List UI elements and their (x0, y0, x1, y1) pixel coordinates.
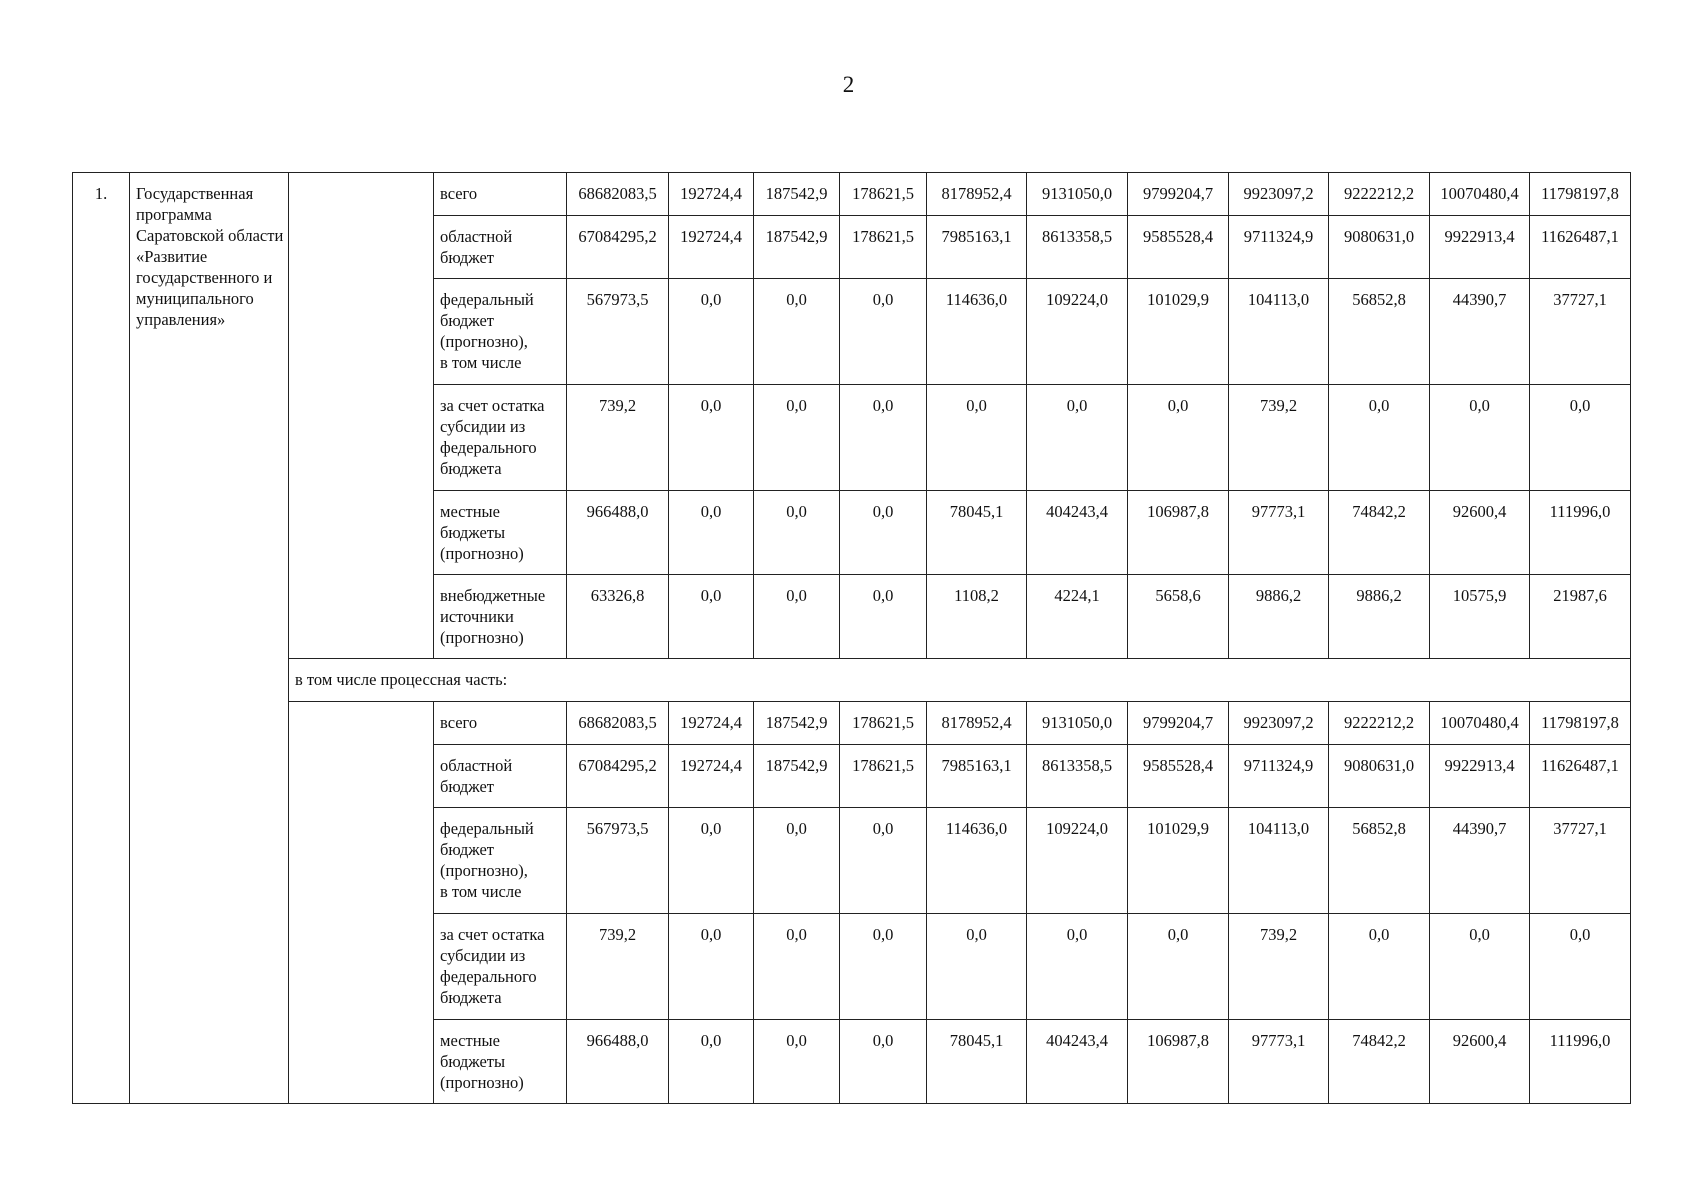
value-cell: 0,0 (1329, 914, 1430, 1020)
empty-cell (289, 173, 434, 659)
value-cell: 0,0 (669, 385, 754, 491)
value-cell: 97773,1 (1229, 1020, 1329, 1104)
value-cell: 0,0 (840, 385, 927, 491)
category-cell: областной бюджет (434, 216, 567, 279)
table-row (73, 659, 1631, 702)
value-cell: 567973,5 (567, 808, 669, 914)
value-cell: 9222212,2 (1329, 702, 1430, 745)
value-cell: 187542,9 (754, 216, 840, 279)
value-cell: 9222212,2 (1329, 173, 1430, 216)
value-cell: 187542,9 (754, 702, 840, 745)
value-cell: 0,0 (1128, 914, 1229, 1020)
value-cell: 67084295,2 (567, 745, 669, 808)
value-cell: 56852,8 (1329, 808, 1430, 914)
category-cell: всего (434, 173, 567, 216)
value-cell: 567973,5 (567, 279, 669, 385)
value-cell: 0,0 (754, 385, 840, 491)
section-label: в том числе процессная часть: (289, 659, 1631, 702)
value-cell: 68682083,5 (567, 173, 669, 216)
value-cell: 114636,0 (927, 808, 1027, 914)
value-cell: 9922913,4 (1430, 745, 1530, 808)
value-cell: 0,0 (669, 575, 754, 659)
value-cell: 44390,7 (1430, 808, 1530, 914)
value-cell: 11798197,8 (1530, 173, 1631, 216)
value-cell: 7985163,1 (927, 745, 1027, 808)
category-cell: внебюджетные источники (прогнозно) (434, 575, 567, 659)
value-cell: 0,0 (669, 279, 754, 385)
value-cell: 0,0 (927, 385, 1027, 491)
value-cell: 739,2 (567, 914, 669, 1020)
program-name-cell: Государственная программа Саратовской области «Развитие государственного и муниципального управления» (130, 173, 289, 1104)
value-cell: 56852,8 (1329, 279, 1430, 385)
value-cell: 106987,8 (1128, 491, 1229, 575)
value-cell: 101029,9 (1128, 279, 1229, 385)
value-cell: 192724,4 (669, 216, 754, 279)
row-index-cell: 1. (73, 173, 130, 1104)
value-cell: 178621,5 (840, 216, 927, 279)
category-cell: за счет остатка субсидии из федерального бюджета (434, 385, 567, 491)
value-cell: 9585528,4 (1128, 745, 1229, 808)
value-cell: 0,0 (754, 491, 840, 575)
value-cell: 9711324,9 (1229, 216, 1329, 279)
value-cell: 404243,4 (1027, 1020, 1128, 1104)
value-cell: 63326,8 (567, 575, 669, 659)
value-cell: 101029,9 (1128, 808, 1229, 914)
value-cell: 9922913,4 (1430, 216, 1530, 279)
value-cell: 0,0 (1530, 914, 1631, 1020)
value-cell: 44390,7 (1430, 279, 1530, 385)
value-cell: 0,0 (754, 808, 840, 914)
value-cell: 0,0 (840, 279, 927, 385)
table-row (73, 173, 1631, 216)
value-cell: 0,0 (754, 914, 840, 1020)
value-cell: 0,0 (1530, 385, 1631, 491)
value-cell: 9886,2 (1329, 575, 1430, 659)
value-cell: 192724,4 (669, 702, 754, 745)
value-cell: 0,0 (1027, 385, 1128, 491)
value-cell: 192724,4 (669, 173, 754, 216)
value-cell: 68682083,5 (567, 702, 669, 745)
value-cell: 0,0 (669, 914, 754, 1020)
category-cell: федеральный бюджет (прогнозно), в том числе (434, 808, 567, 914)
value-cell: 9080631,0 (1329, 745, 1430, 808)
value-cell: 9131050,0 (1027, 173, 1128, 216)
category-cell: областной бюджет (434, 745, 567, 808)
value-cell: 9923097,2 (1229, 702, 1329, 745)
value-cell: 11626487,1 (1530, 216, 1631, 279)
category-cell: федеральный бюджет (прогнозно), в том числе (434, 279, 567, 385)
value-cell: 10070480,4 (1430, 173, 1530, 216)
value-cell: 739,2 (567, 385, 669, 491)
value-cell: 9886,2 (1229, 575, 1329, 659)
value-cell: 97773,1 (1229, 491, 1329, 575)
value-cell: 78045,1 (927, 1020, 1027, 1104)
value-cell: 0,0 (1128, 385, 1229, 491)
value-cell: 92600,4 (1430, 491, 1530, 575)
value-cell: 9799204,7 (1128, 173, 1229, 216)
category-cell: всего (434, 702, 567, 745)
value-cell: 0,0 (840, 808, 927, 914)
value-cell: 178621,5 (840, 173, 927, 216)
value-cell: 8178952,4 (927, 702, 1027, 745)
value-cell: 9711324,9 (1229, 745, 1329, 808)
value-cell: 10575,9 (1430, 575, 1530, 659)
value-cell: 37727,1 (1530, 279, 1631, 385)
table-row (73, 702, 1631, 745)
value-cell: 5658,6 (1128, 575, 1229, 659)
value-cell: 0,0 (669, 1020, 754, 1104)
value-cell: 187542,9 (754, 173, 840, 216)
value-cell: 8178952,4 (927, 173, 1027, 216)
value-cell: 9080631,0 (1329, 216, 1430, 279)
category-cell: за счет остатка субсидии из федерального бюджета (434, 914, 567, 1020)
value-cell: 67084295,2 (567, 216, 669, 279)
value-cell: 192724,4 (669, 745, 754, 808)
value-cell: 187542,9 (754, 745, 840, 808)
value-cell: 78045,1 (927, 491, 1027, 575)
value-cell: 0,0 (754, 1020, 840, 1104)
value-cell: 111996,0 (1530, 1020, 1631, 1104)
value-cell: 8613358,5 (1027, 745, 1128, 808)
value-cell: 1108,2 (927, 575, 1027, 659)
value-cell: 966488,0 (567, 491, 669, 575)
value-cell: 0,0 (754, 575, 840, 659)
value-cell: 92600,4 (1430, 1020, 1530, 1104)
value-cell: 739,2 (1229, 914, 1329, 1020)
value-cell: 0,0 (840, 575, 927, 659)
value-cell: 0,0 (754, 279, 840, 385)
value-cell: 106987,8 (1128, 1020, 1229, 1104)
value-cell: 739,2 (1229, 385, 1329, 491)
value-cell: 0,0 (1027, 914, 1128, 1020)
value-cell: 11798197,8 (1530, 702, 1631, 745)
value-cell: 8613358,5 (1027, 216, 1128, 279)
value-cell: 0,0 (669, 491, 754, 575)
value-cell: 74842,2 (1329, 1020, 1430, 1104)
empty-cell (289, 702, 434, 1104)
value-cell: 0,0 (1430, 914, 1530, 1020)
value-cell: 114636,0 (927, 279, 1027, 385)
value-cell: 178621,5 (840, 745, 927, 808)
budget-table (72, 172, 1631, 1104)
value-cell: 404243,4 (1027, 491, 1128, 575)
value-cell: 0,0 (1430, 385, 1530, 491)
value-cell: 0,0 (840, 914, 927, 1020)
value-cell: 0,0 (840, 1020, 927, 1104)
value-cell: 104113,0 (1229, 279, 1329, 385)
value-cell: 7985163,1 (927, 216, 1027, 279)
value-cell: 9131050,0 (1027, 702, 1128, 745)
value-cell: 74842,2 (1329, 491, 1430, 575)
page-number: 2 (842, 72, 855, 97)
value-cell: 9923097,2 (1229, 173, 1329, 216)
value-cell: 10070480,4 (1430, 702, 1530, 745)
value-cell: 0,0 (669, 808, 754, 914)
value-cell: 109224,0 (1027, 279, 1128, 385)
value-cell: 109224,0 (1027, 808, 1128, 914)
value-cell: 4224,1 (1027, 575, 1128, 659)
category-cell: местные бюджеты (прогнозно) (434, 491, 567, 575)
category-cell: местные бюджеты (прогнозно) (434, 1020, 567, 1104)
value-cell: 966488,0 (567, 1020, 669, 1104)
value-cell: 11626487,1 (1530, 745, 1631, 808)
value-cell: 9585528,4 (1128, 216, 1229, 279)
value-cell: 104113,0 (1229, 808, 1329, 914)
value-cell: 0,0 (927, 914, 1027, 1020)
value-cell: 9799204,7 (1128, 702, 1229, 745)
value-cell: 37727,1 (1530, 808, 1631, 914)
value-cell: 111996,0 (1530, 491, 1631, 575)
value-cell: 0,0 (1329, 385, 1430, 491)
value-cell: 0,0 (840, 491, 927, 575)
value-cell: 21987,6 (1530, 575, 1631, 659)
value-cell: 178621,5 (840, 702, 927, 745)
